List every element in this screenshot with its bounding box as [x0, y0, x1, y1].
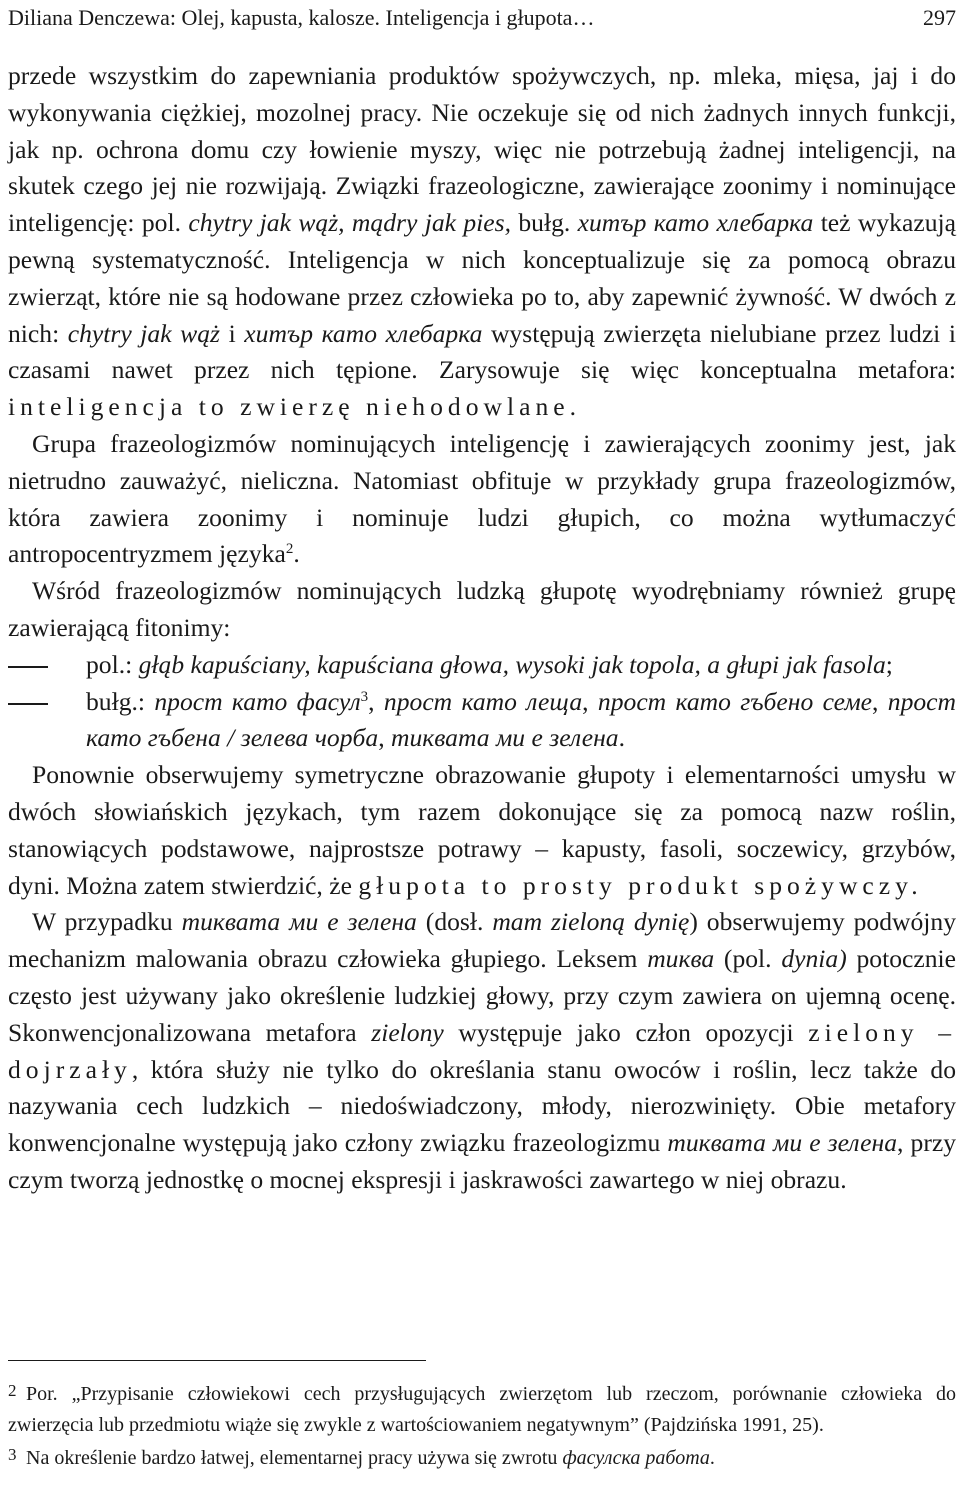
running-title: Diliana Denczewa: Olej, kapusta, kalosze. Inteligencja i głupota…: [8, 5, 595, 30]
example-phrase: тиквата ми е зелена: [181, 907, 417, 937]
example-phrase: тиква: [647, 944, 715, 974]
footnote-number: 2: [8, 1381, 17, 1400]
example-phrase: zielony: [371, 1017, 444, 1047]
footnote-separator: [8, 1360, 426, 1361]
footnote-2: 2 Por. „Przypisanie człowiekowi cech przysługujących zwierzętom lub rzeczom, porównanie człowieka do zwierzęcia lub przedmiotu wiąże się zwykle z wartościowaniem negatywnym” (Pajdzińska 1991, 25).: [8, 1376, 956, 1440]
spaced-opposition: zielony – dojrzały: [8, 1017, 956, 1084]
page-number: 297: [923, 5, 956, 30]
example-phrase: прост като гъбено семе: [597, 686, 873, 716]
language-label: bułg.:: [86, 686, 146, 716]
example-phrase: głąb kapuściany, kapuściana głowa, wysoki jak topola, a głupi jak fasola: [138, 649, 886, 679]
example-phrase: dynia): [781, 944, 847, 974]
footnote-number: 3: [8, 1445, 17, 1465]
phytonym-list: [8, 647, 956, 757]
paragraph-3: Wśród frazeologizmów nominujących ludzką głupotę wyodrębniamy również grupę zawierającą fitonimy:: [8, 576, 956, 642]
running-header: [8, 4, 956, 40]
main-text: [8, 58, 956, 1199]
example-phrase: фасулска работа: [562, 1447, 710, 1470]
spaced-metaphor: głupota to prosty produkt spożywczy.: [358, 870, 923, 900]
example-phrase: mam zieloną dynię: [492, 907, 690, 937]
example-phrase: прост като гъбена / зелева чорба: [86, 686, 957, 753]
paragraph-1: przede wszystkim do zapewniania produktów spożywczych, np. mleka, mięsa, jaj i do wykonywania ciężkiej, mozolnej pracy. Nie oczekuje się od nich żadnych innych funkcji, jak np. ochrona domu czy łowienie myszy, więc nie potrzebują żadnej inteligencji, na skutek czego jej nie rozwijają. Związki frazeologiczne, zawierające zoonimy i nominujące inteligencję: pol. chytry jak wąż, mądry jak pies, bułg. хитър като хлебарка też wykazują pewną systematyczność. Inteligencja w nich konceptualizuje się za pomocą obrazu zwierząt, które nie są hodowane przez człowieka po to, aby zapewnić żywność. W dwóch z nich: chytry jak wąż i хитър като хлебарка występują zwierzęta nielubiane przez ludzi i czasami nawet przez nich tępione. Zarysowuje się więc konceptualna metafora: inteligencja to zwierzę niehodowlane.: [8, 61, 956, 422]
paragraph-4: Ponownie obserwujemy symetryczne obrazowanie głupoty i elementarności umysłu w dwóch słowiańskich językach, tym razem dokonujące się za pomocą nazw roślin, stanowiących podstawowe, najprostsze potrawy – kapusty, fasoli, soczewicy, grzybów, dyni. Można zatem stwierdzić, że głupota to prosty produkt spożywczy.: [8, 760, 956, 900]
language-label: pol.:: [86, 649, 133, 679]
paragraph-2: Grupa frazeologizmów nominujących inteligencję i zawierających zoonimy jest, jak nietrudno zauważyć, nieliczna. Natomiast obfituje w przykłady grupa frazeologizmów, która zawiera zoonimy i nominuje ludzi głupich, co można wytłumaczyć antropocentryzmem języka$^2$.: [8, 428, 956, 569]
footnote-3: 3 Na określenie bardzo łatwej, elementarnej pracy używa się zwrotu фасулска работа.: [8, 1440, 956, 1474]
list-item: pol.: głąb kapuściany, kapuściana głowa, wysoki jak topola, a głupi jak fasola;: [86, 649, 893, 679]
example-phrase: прост като леща: [383, 686, 583, 716]
example-phrase: тиквата ми е зелена: [390, 723, 619, 753]
footnote-ref-2[interactable]: 2: [285, 541, 294, 558]
example-phrase: хитър като хлебарка: [244, 318, 483, 348]
list-item: bułg.: прост като фасул$^3$, прост като леща, прост като гъбено семе, прост като гъбена / зелева чорба, тиквата ми е зелена.: [86, 686, 957, 753]
example-phrase: chytry jak wąż, mądry jak pies,: [188, 208, 511, 238]
footnote-ref-3[interactable]: 3: [360, 688, 369, 705]
example-phrase: тиквата ми е зелена: [667, 1128, 898, 1158]
example-phrase: хитър като хлебарка: [577, 208, 814, 238]
paragraph-5: W przypadku тиквата ми е зелена (dosł. mam zieloną dynię) obserwujemy podwójny mechanizm malowania obrazu człowieka głupiego. Leksem тиква (pol. dynia) potocznie często jest używany jako określenie ludzkiej głowy, przy czym zawiera on ujemną ocenę. Skonwencjonalizowana metafora zielony występuje jako człon opozycji zielony – dojrzały, która służy nie tylko do określania stanu owoców i roślin, lecz także do nazywania cech ludzkich – niedoświadczony, młody, nierozwinięty. Obie metafory konwencjonalne występują jako człony związku frazeologizmu тиквата ми е зелена, przy czym tworzą jednostkę o mocnej ekspresji i jaskrawości zawartego w niej obrazu.: [8, 907, 957, 1194]
example-phrase: прост като фасул: [154, 686, 361, 716]
spaced-metaphor: inteligencja to zwierzę niehodowlane.: [8, 392, 582, 422]
example-phrase: chytry jak wąż: [67, 318, 220, 348]
footnotes: [8, 1376, 956, 1474]
